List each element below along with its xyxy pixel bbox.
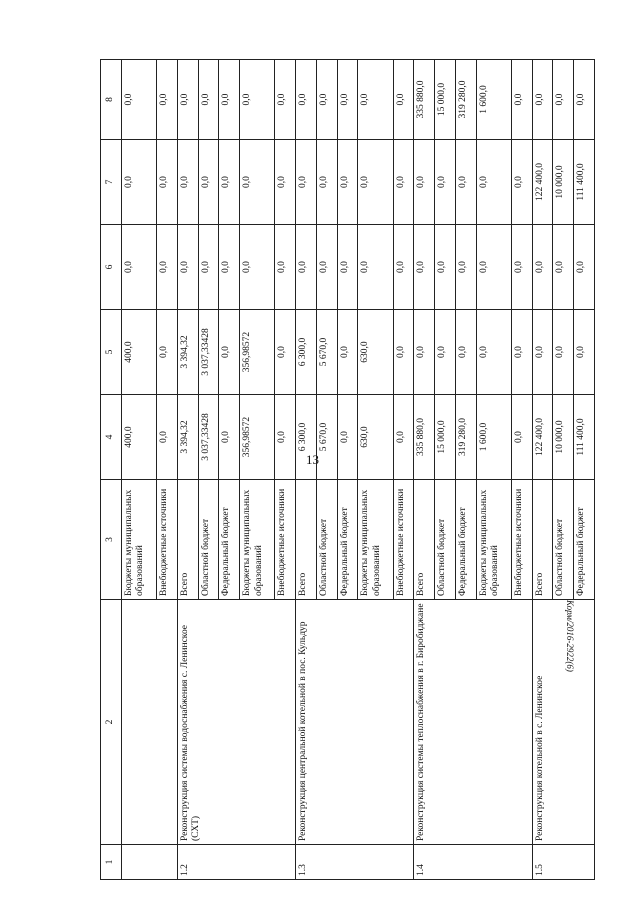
- value-cell: 356,98572: [240, 395, 275, 480]
- funding-source-cell: Федеральный бюджет: [337, 480, 358, 600]
- value-cell: 400,0: [122, 395, 157, 480]
- value-cell: 630,0: [358, 395, 393, 480]
- value-cell: 0,0: [358, 60, 393, 140]
- funding-source-cell: Внебюджетные источники: [511, 480, 532, 600]
- measure-title-cell: Реконструкция котельной в с. Ленинское: [532, 600, 595, 845]
- header-cell: 7: [101, 140, 122, 225]
- value-cell: 319 280,0: [455, 60, 476, 140]
- value-cell: 0,0: [532, 60, 553, 140]
- value-cell: 0,0: [393, 60, 414, 140]
- value-cell: 630,0: [358, 310, 393, 395]
- value-cell: 0,0: [157, 60, 178, 140]
- value-cell: 6 300,0: [296, 310, 317, 395]
- value-cell: 0,0: [316, 225, 337, 310]
- row-number-cell: [122, 845, 178, 880]
- value-cell: 111 400,0: [574, 140, 595, 225]
- funding-source-cell: Областной бюджет: [198, 480, 219, 600]
- measure-title-cell: [122, 600, 178, 845]
- header-cell: 4: [101, 395, 122, 480]
- value-cell: 0,0: [177, 140, 198, 225]
- funding-source-cell: Внебюджетные источники: [393, 480, 414, 600]
- value-cell: 0,0: [414, 225, 435, 310]
- header-cell: 5: [101, 310, 122, 395]
- funding-source-cell: Бюджеты муниципальных образований: [358, 480, 393, 600]
- header-cell: 6: [101, 225, 122, 310]
- value-cell: 0,0: [476, 225, 511, 310]
- header-cell: 3: [101, 480, 122, 600]
- value-cell: 0,0: [296, 140, 317, 225]
- row-number-cell: 1.5: [532, 845, 595, 880]
- value-cell: 0,0: [198, 140, 219, 225]
- table-row: [532, 60, 553, 880]
- value-cell: 3 394,32: [177, 310, 198, 395]
- value-cell: 0,0: [122, 60, 157, 140]
- funding-table: [100, 59, 595, 880]
- value-cell: 0,0: [511, 395, 532, 480]
- value-cell: 0,0: [435, 225, 456, 310]
- value-cell: 0,0: [337, 60, 358, 140]
- funding-source-cell: Федеральный бюджет: [574, 480, 595, 600]
- value-cell: 122 400,0: [532, 140, 553, 225]
- value-cell: 0,0: [240, 140, 275, 225]
- value-cell: 0,0: [435, 310, 456, 395]
- funding-source-cell: Всего: [414, 480, 435, 600]
- value-cell: 0,0: [275, 225, 296, 310]
- value-cell: 0,0: [240, 225, 275, 310]
- value-cell: 0,0: [337, 395, 358, 480]
- value-cell: 0,0: [219, 140, 240, 225]
- value-cell: 0,0: [157, 310, 178, 395]
- value-cell: 0,0: [455, 225, 476, 310]
- document-code: Корм/2016-2922(6): [565, 600, 575, 672]
- value-cell: 10 000,0: [553, 395, 574, 480]
- table-row: [177, 60, 198, 880]
- header-cell: 8: [101, 60, 122, 140]
- value-cell: 0,0: [414, 310, 435, 395]
- value-cell: 0,0: [337, 310, 358, 395]
- value-cell: 0,0: [157, 395, 178, 480]
- value-cell: 0,0: [275, 395, 296, 480]
- value-cell: 10 000,0: [553, 140, 574, 225]
- value-cell: 0,0: [219, 395, 240, 480]
- value-cell: 3 037,33428: [198, 395, 219, 480]
- value-cell: 0,0: [275, 60, 296, 140]
- value-cell: 0,0: [476, 310, 511, 395]
- value-cell: 0,0: [219, 60, 240, 140]
- page-number: 13: [306, 452, 319, 467]
- table-row: [414, 60, 435, 880]
- row-number-cell: 1.4: [414, 845, 532, 880]
- funding-source-cell: Всего: [532, 480, 553, 600]
- funding-source-cell: Всего: [296, 480, 317, 600]
- value-cell: 356,98572: [240, 310, 275, 395]
- funding-source-cell: Всего: [177, 480, 198, 600]
- funding-source-cell: Федеральный бюджет: [219, 480, 240, 600]
- value-cell: 0,0: [511, 310, 532, 395]
- funding-source-cell: Внебюджетные источники: [157, 480, 178, 600]
- funding-source-cell: Областной бюджет: [553, 480, 574, 600]
- value-cell: 0,0: [511, 225, 532, 310]
- value-cell: 400,0: [122, 310, 157, 395]
- value-cell: 0,0: [219, 225, 240, 310]
- value-cell: 15 000,0: [435, 60, 456, 140]
- value-cell: 0,0: [337, 140, 358, 225]
- value-cell: 0,0: [177, 225, 198, 310]
- value-cell: 0,0: [532, 310, 553, 395]
- value-cell: 6 300,0: [296, 395, 317, 480]
- value-cell: 5 670,0: [316, 310, 337, 395]
- funding-source-cell: Областной бюджет: [435, 480, 456, 600]
- value-cell: 0,0: [553, 225, 574, 310]
- header-cell: 1: [101, 845, 122, 880]
- funding-source-cell: Бюджеты муниципальных образований: [122, 480, 157, 600]
- header-cell: 2: [101, 600, 122, 845]
- value-cell: 0,0: [316, 140, 337, 225]
- value-cell: 0,0: [435, 140, 456, 225]
- value-cell: 0,0: [574, 225, 595, 310]
- rotated-table-wrapper: [100, 60, 595, 880]
- value-cell: 0,0: [393, 395, 414, 480]
- value-cell: 0,0: [574, 60, 595, 140]
- value-cell: 3 394,32: [177, 395, 198, 480]
- measure-title-cell: Реконструкция системы теплоснабжения в г. Биробиджане: [414, 600, 532, 845]
- value-cell: 0,0: [358, 225, 393, 310]
- value-cell: 0,0: [122, 225, 157, 310]
- value-cell: 0,0: [275, 310, 296, 395]
- value-cell: 0,0: [198, 60, 219, 140]
- value-cell: 335 880,0: [414, 60, 435, 140]
- value-cell: 0,0: [476, 140, 511, 225]
- value-cell: 0,0: [414, 140, 435, 225]
- value-cell: 0,0: [316, 60, 337, 140]
- funding-source-cell: Областной бюджет: [316, 480, 337, 600]
- value-cell: 1 600,0: [476, 395, 511, 480]
- value-cell: 0,0: [532, 225, 553, 310]
- value-cell: 0,0: [122, 140, 157, 225]
- value-cell: 0,0: [157, 140, 178, 225]
- value-cell: 0,0: [393, 310, 414, 395]
- value-cell: 0,0: [219, 310, 240, 395]
- funding-source-cell: Внебюджетные источники: [275, 480, 296, 600]
- measure-title-cell: Реконструкция системы водоснабжения с. Ленинское (СХТ): [177, 600, 295, 845]
- row-number-cell: 1.3: [296, 845, 414, 880]
- value-cell: 0,0: [455, 140, 476, 225]
- value-cell: 0,0: [455, 310, 476, 395]
- value-cell: 0,0: [177, 60, 198, 140]
- value-cell: 0,0: [358, 140, 393, 225]
- value-cell: 5 670,0: [316, 395, 337, 480]
- value-cell: 0,0: [275, 140, 296, 225]
- table-row: [296, 60, 317, 880]
- row-number-cell: 1.2: [177, 845, 295, 880]
- value-cell: 319 280,0: [455, 395, 476, 480]
- funding-source-cell: Бюджеты муниципальных образований: [476, 480, 511, 600]
- value-cell: 0,0: [511, 60, 532, 140]
- value-cell: 15 000,0: [435, 395, 456, 480]
- value-cell: 122 400,0: [532, 395, 553, 480]
- value-cell: 111 400,0: [574, 395, 595, 480]
- value-cell: 0,0: [240, 60, 275, 140]
- value-cell: 0,0: [296, 60, 317, 140]
- value-cell: 0,0: [553, 310, 574, 395]
- value-cell: 0,0: [393, 140, 414, 225]
- value-cell: 0,0: [157, 225, 178, 310]
- value-cell: 3 037,33428: [198, 310, 219, 395]
- measure-title-cell: Реконструкция центральной котельной в пос. Кульдур: [296, 600, 414, 845]
- value-cell: 0,0: [574, 310, 595, 395]
- table-row: [122, 60, 157, 880]
- value-cell: 0,0: [553, 60, 574, 140]
- value-cell: 0,0: [393, 225, 414, 310]
- table-header-row: [101, 60, 122, 880]
- funding-source-cell: Федеральный бюджет: [455, 480, 476, 600]
- funding-source-cell: Бюджеты муниципальных образований: [240, 480, 275, 600]
- value-cell: 0,0: [296, 225, 317, 310]
- value-cell: 1 600,0: [476, 60, 511, 140]
- value-cell: 335 880,0: [414, 395, 435, 480]
- value-cell: 0,0: [337, 225, 358, 310]
- value-cell: 0,0: [198, 225, 219, 310]
- value-cell: 0,0: [511, 140, 532, 225]
